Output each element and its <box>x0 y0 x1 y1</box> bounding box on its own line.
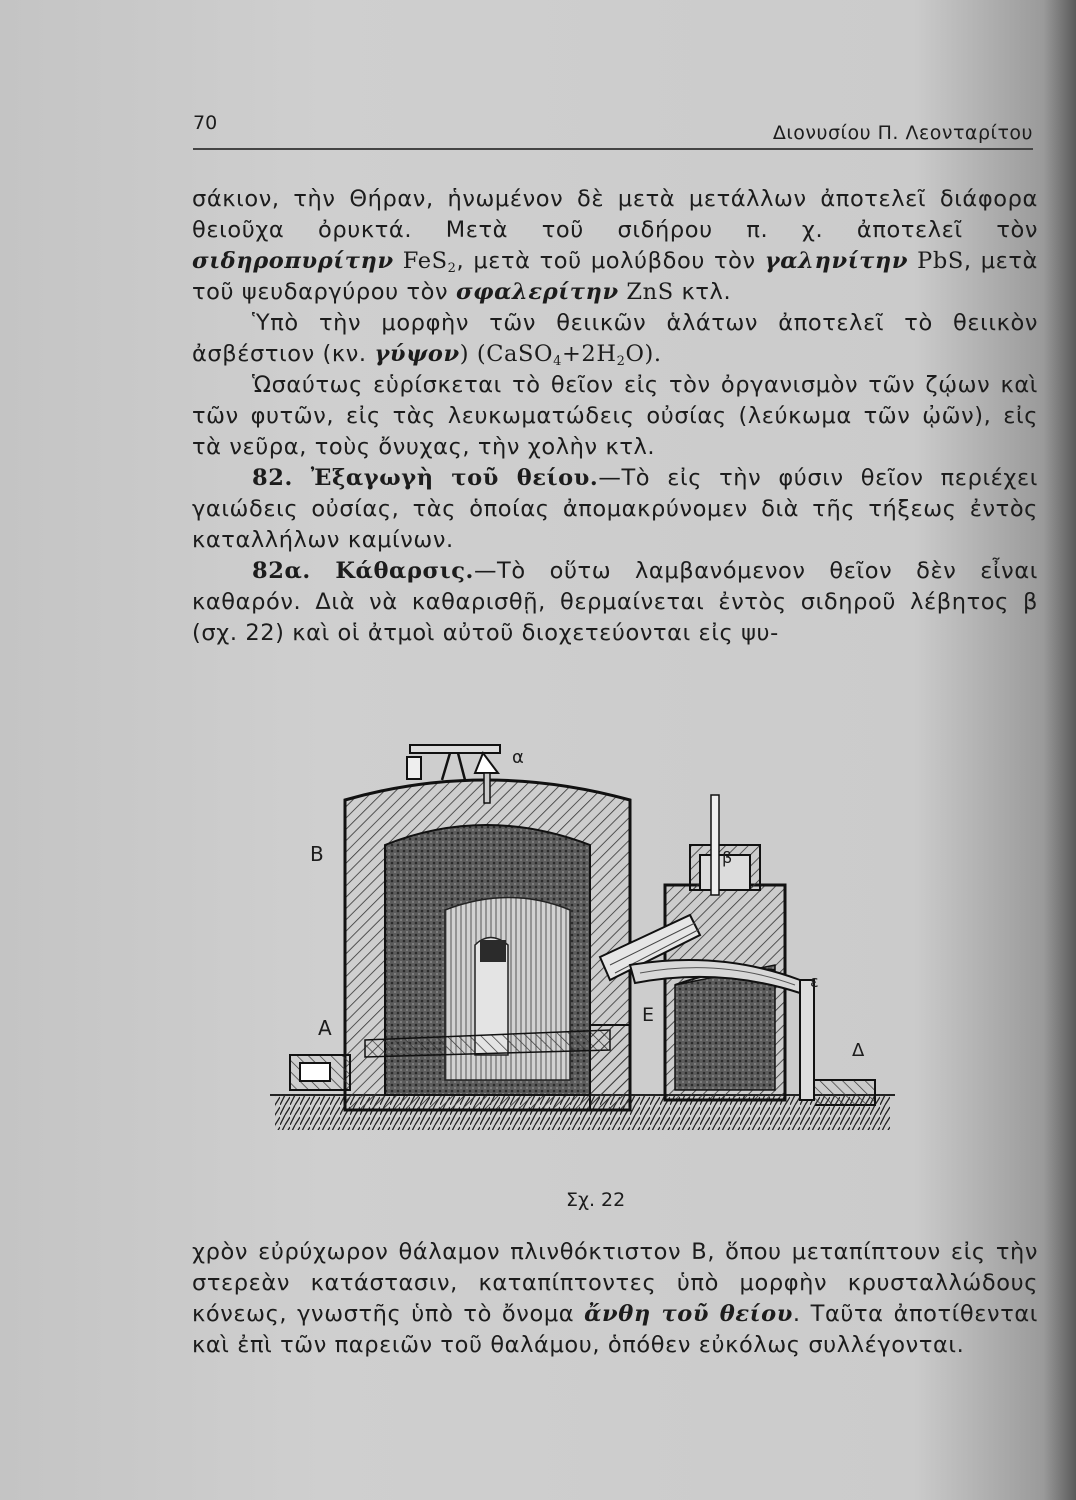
body-text-bottom <box>192 1237 1038 1361</box>
paragraph-purification: 82α. Κάθαρσις.—Τὸ οὕτω λαμβανόμενον θεῖον δὲν εἶναι καθαρόν. Διὰ νὰ καθαρισθῇ, θερμαίνεται ἐντὸς σιδηροῦ λέβητος β (σχ. 22) καὶ οἱ ἀτμοὶ αὐτοῦ διοχετεύονται εἰς ψυ- <box>192 558 1038 646</box>
figure-label-beta-boiler: β <box>722 848 733 867</box>
term-pyrite: σιδηροπυρίτην <box>192 248 394 274</box>
running-head-author: Διονυσίου Π. Λεονταρίτου <box>772 122 1033 144</box>
figure-caption: Σχ. 22 <box>566 1189 626 1211</box>
figure-label-B-chamber: Β <box>310 842 324 866</box>
term-galena: γαληνίτην <box>764 248 909 274</box>
paragraph-flowers-of-sulfur: χρὸν εὐρύχωρον θάλαμον πλινθόκτιστον Β, ὅπου μεταπίπτουν εἰς τὴν στερεὰν κατάστασιν, καταπίπτοντες ὑπὸ μορφὴν κρυσταλλώδους κόνεως, γνωστῆς ὑπὸ τὸ ὄνομα ἄνθη τοῦ θείου. Ταῦτα ἀποτίθενται καὶ ἐπὶ τῶν παρειῶν τοῦ θαλάμου, ὁπόθεν εὐκόλως συλλέγονται. <box>192 1239 1038 1358</box>
figure-label-epsilon: ε <box>810 972 819 991</box>
term-gypsum: γύψον <box>374 341 460 367</box>
body-text-top <box>192 184 1038 649</box>
term-flowers-of-sulfur: ἄνθη τοῦ θείου <box>584 1301 793 1327</box>
section-heading-82: 82. Ἐξαγωγὴ τοῦ θείου. <box>252 465 599 491</box>
figure-label-Delta: Δ <box>852 1040 865 1061</box>
term-sphalerite: σφαλερίτην <box>455 279 619 305</box>
paragraph-extraction: 82. Ἐξαγωγὴ τοῦ θείου.—Τὸ εἰς τὴν φύσιν θεῖον περιέχει γαιώδεις οὐσίας, τὰς ὁποίας ἀπομακρύνομεν διὰ τῆς τήξεως ἐντὸς καταλλήλων καμίνων. <box>192 465 1038 553</box>
figure-label-alpha: α <box>512 747 524 768</box>
figure-label-A: Α <box>318 1016 332 1040</box>
paragraph-organisms: Ὡσαύτως εὑρίσκεται τὸ θεῖον εἰς τὸν ὀργανισμὸν τῶν ζῴων καὶ τῶν φυτῶν, εἰς τὰς λευκωματώδεις οὐσίας (λεύκωμα τῶν ᾠῶν), εἰς τὰ νεῦρα, τοὺς ὄνυχας, τὴν χολὴν κτλ. <box>192 372 1038 460</box>
paragraph-minerals: σάκιον, τὴν Θήραν, ἡνωμένον δὲ μετὰ μετάλλων ἀποτελεῖ διάφορα θειοῦχα ὀρυκτά. Μετὰ τοῦ σιδήρου π. χ. ἀποτελεῖ τὸν σιδηροπυρίτην FeS$_2$, μετὰ τοῦ μολύβδου τὸν γαληνίτην PbS, μετὰ τοῦ ψευδαργύρου τὸν σφαλερίτην ZnS κτλ. <box>192 186 1038 305</box>
section-heading-82a: 82α. Κάθαρσις. <box>252 558 474 584</box>
page-header <box>193 108 1033 150</box>
page-number: 70 <box>193 112 218 134</box>
furnace-illustration <box>270 735 900 1175</box>
figure-label-E: Ε <box>642 1004 655 1026</box>
paragraph-sulfates: Ὑπὸ τὴν μορφὴν τῶν θειικῶν ἁλάτων ἀποτελεῖ τὸ θειικὸν ἀσβέστιον (κν. γύψον) $(CaSO_4+2H_2O)$. <box>192 310 1038 369</box>
